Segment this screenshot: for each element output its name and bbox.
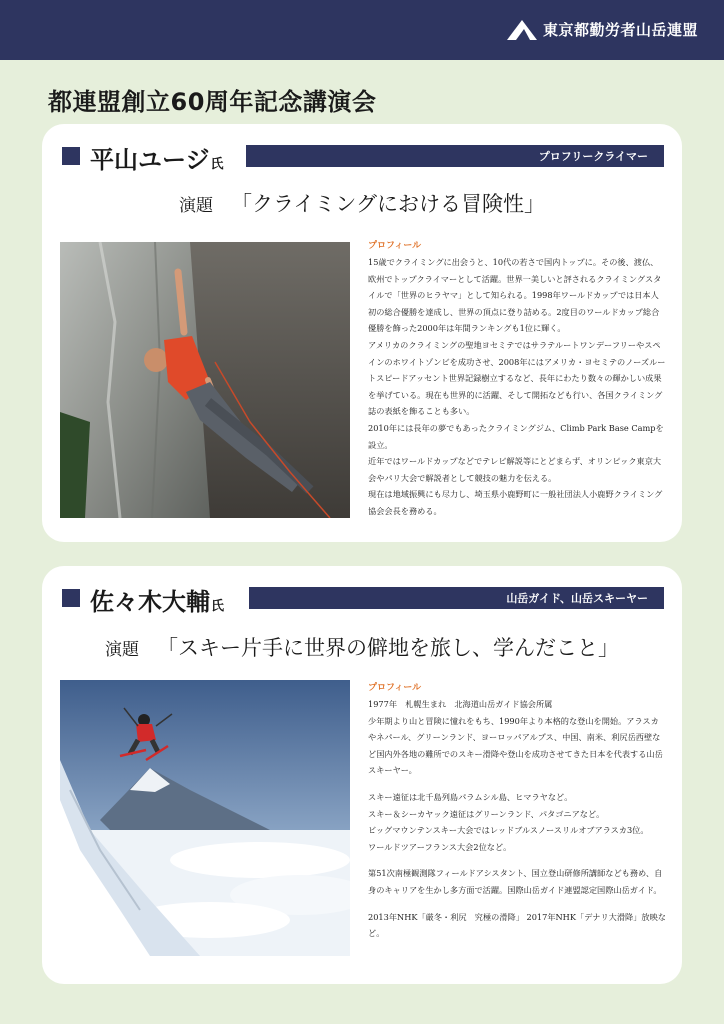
speaker-honorific: 氏 bbox=[211, 599, 225, 614]
speaker-role: プロフリークライマー bbox=[538, 150, 648, 163]
speaker-name-row bbox=[62, 142, 664, 174]
profile-paragraph: 近年ではワールドカップなどでテレビ解説等にとどまらず、オリンピック東京大会やパリ大会で解説者として競技の魅力を伝える。 bbox=[368, 456, 662, 483]
mountain-logo-icon bbox=[507, 18, 537, 40]
speaker-name-row bbox=[62, 584, 664, 616]
speaker-profile bbox=[368, 680, 666, 942]
speaker-profile bbox=[368, 238, 666, 520]
speaker-name-block bbox=[90, 140, 224, 175]
speaker-name: 平山ユージ bbox=[90, 146, 210, 174]
profile-paragraph: 現在は地域振興にも尽力し、埼玉県小鹿野町に一般社団法人小鹿野クライミング協会会長を務める。 bbox=[368, 489, 663, 516]
profile-paragraph: 少年期より山と冒険に憧れをもち、1990年より本格的な登山を開始。アラスカやネパール、グリーンランド、ヨーロッパアルプス、中国、南米、利尻岳西壁など国内外各地の難所でのスキー滑降や登山を成功させてきた日本を代表する山岳スキーヤー。 bbox=[368, 715, 663, 776]
lecture-title-row bbox=[42, 188, 682, 218]
profile-label: プロフィール bbox=[368, 241, 422, 251]
profile-paragraph: スキー遠征は北千島列島パラムシル島、ヒマラヤなど。 bbox=[368, 791, 573, 802]
profile-paragraph: ワールドツアーフランス大会2位など。 bbox=[368, 841, 512, 852]
speaker-photo-climbing bbox=[60, 242, 350, 518]
lecture-title: 「スキー片手に世界の僻地を旅し、学んだこと」 bbox=[157, 636, 619, 660]
speaker-card bbox=[42, 124, 682, 542]
speaker-card bbox=[42, 566, 682, 984]
profile-label: プロフィール bbox=[368, 683, 422, 693]
profile-paragraph: 2010年には長年の夢でもあったクライミングジム、Climb Park Base Campを設立。 bbox=[368, 422, 664, 450]
lecture-label: 演題 bbox=[179, 196, 214, 216]
lecture-title: 「クライミングにおける冒険性」 bbox=[231, 192, 545, 216]
organization-logo bbox=[507, 18, 698, 40]
name-marker bbox=[62, 589, 80, 607]
profile-paragraph: ビッグマウンテンスキー大会ではレッドブルスノースリルオブアラスカ3位。 bbox=[368, 825, 649, 836]
header-bar bbox=[0, 0, 724, 60]
profile-paragraph: スキー＆シーカヤック遠征はグリーンランド、パタゴニアなど。 bbox=[368, 808, 605, 819]
speaker-honorific: 氏 bbox=[210, 157, 224, 172]
profile-paragraph: 第51次南極観測隊フィールドアシスタント、国立登山研修所講師なども務め、自身のキャリアを生かし多方面で活躍。国際山岳ガイド連盟認定国際山岳ガイド。 bbox=[368, 868, 663, 895]
profile-paragraph: アメリカのクライミングの聖地ヨセミテではサラテルートワンデーフリーやスペインのホワイトゾンビを成功させ、2008年にはアメリカ・ヨセミテのノーズルートスピードアッセント世界記録樹立するなど、長年にわたり数々の輝かしい成果を挙げている。現在も世界的に活躍、そして開拓なども行い、各国クライミング誌の表紙を飾ることも多い。 bbox=[368, 339, 666, 417]
organization-name: 東京都勤労者山岳連盟 bbox=[542, 20, 698, 39]
speaker-name: 佐々木大輔 bbox=[90, 588, 210, 616]
speaker-photo-skiing bbox=[60, 680, 350, 956]
profile-paragraph: 1977年 札幌生まれ 北海道山岳ガイド協会所属 bbox=[368, 699, 553, 709]
name-marker bbox=[62, 147, 80, 165]
profile-paragraph: 2013年NHK「厳冬・利尻 究極の滑降」 2017年NHK「デナリ大滑降」放映など。 bbox=[368, 911, 666, 939]
speaker-role: 山岳ガイド、山岳スキーヤー bbox=[506, 592, 648, 605]
lecture-title-row bbox=[42, 632, 682, 662]
speaker-role-bar bbox=[249, 587, 664, 609]
event-title: 都連盟創立60周年記念講演会 bbox=[48, 88, 377, 116]
profile-paragraph: 15歳でクライミングに出会うと、10代の若さで国内トップに。その後、渡仏、欧州でトップクライマーとして活躍。世界一美しいと評されるクライミングスタイルで「世界のヒラヤマ」として知られる。1998年ワールドカップでは日本人初の総合優勝を達成し、世界の頂点に登り詰める。2度目のワールドカップ総合優勝を飾った2000年は年間ランキングも1位に輝く。 bbox=[368, 257, 662, 334]
speaker-name-block bbox=[90, 582, 224, 617]
lecture-label: 演題 bbox=[105, 640, 139, 660]
speaker-role-bar bbox=[246, 145, 664, 167]
